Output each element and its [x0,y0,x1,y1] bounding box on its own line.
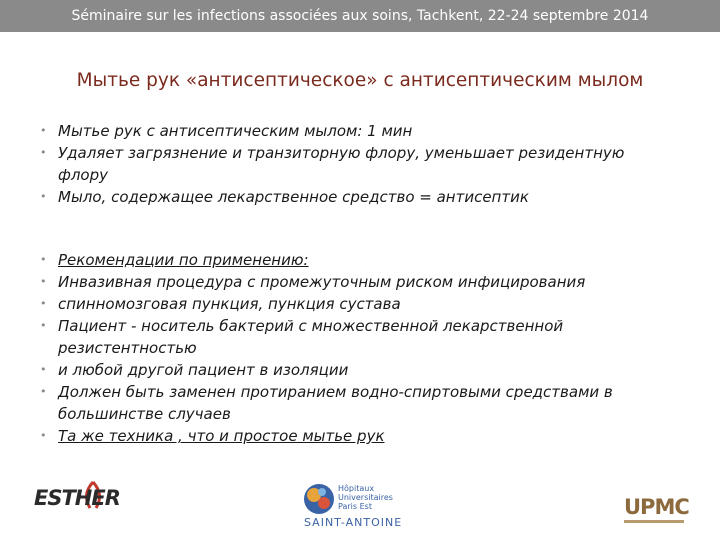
bullet-list-recommendations [0,249,720,447]
list-item [0,381,720,425]
list-item [0,120,720,142]
bullet-icon: • [40,253,47,266]
esther-logo [34,480,122,520]
bullet-icon: • [40,190,47,203]
list-item-text-underlined: Рекомендации по применению: [58,251,309,269]
list-item-text: Инвазивная процедура с промежуточным риском инфицирования [58,273,586,291]
bullet-list-main [0,120,720,208]
bullet-icon: • [40,385,47,398]
globe-icon [302,482,336,516]
bullet-icon: • [40,297,47,310]
list-item [0,142,720,186]
list-item-text: и любой другой пациент в изоляции [58,361,349,379]
bullet-icon: • [40,363,47,376]
header-text: Séminaire sur les infections associées aux soins, Tachkent, 22-24 septembre 2014 [71,8,649,24]
esther-logo-text: ESTHER [34,486,120,510]
list-item-text: Удаляет загрязнение и транзиторную флору, уменьшает резидентную флору [58,144,625,184]
bullet-icon: • [40,319,47,332]
hopitaux-text [338,484,393,511]
list-item-text: Должен быть заменен протиранием водно-спиртовыми средствами в большинстве случаев [58,383,613,423]
hopitaux-line: Paris Est [338,502,372,511]
upmc-logo-text: UPMC [624,495,689,519]
list-item [0,315,720,359]
hopitaux-line: Hôpitaux [338,484,375,493]
bullet-icon: • [40,146,47,159]
hopitaux-saint-antoine-logo [300,482,420,532]
list-item-text: спинномозговая пункция, пункция сустава [58,295,401,313]
bullet-icon: • [40,429,47,442]
hopitaux-line: Universitaires [338,493,393,502]
list-item-text: Пациент - носитель бактерий с множественной лекарственной резистентностью [58,317,564,357]
list-item [0,359,720,381]
list-item-text: Мытье рук с антисептическим мылом: 1 мин [58,122,413,140]
upmc-underline [624,520,684,523]
upmc-logo [624,496,688,526]
list-item-text: Мыло, содержащее лекарственное средство = антисептик [58,188,529,206]
list-item [0,271,720,293]
header-bar [0,0,720,32]
saint-antoine-text: SAINT-ANTOINE [304,516,403,529]
list-item [0,186,720,208]
slide-title: Мытье рук «антисептическое» с антисептическим мылом [76,70,644,91]
bullet-icon: • [40,275,47,288]
list-item [0,293,720,315]
bullet-icon: • [40,124,47,137]
list-item [0,249,720,271]
list-item [0,425,720,447]
list-item-text-underlined: Та же техника , что и простое мытье рук [58,427,385,445]
